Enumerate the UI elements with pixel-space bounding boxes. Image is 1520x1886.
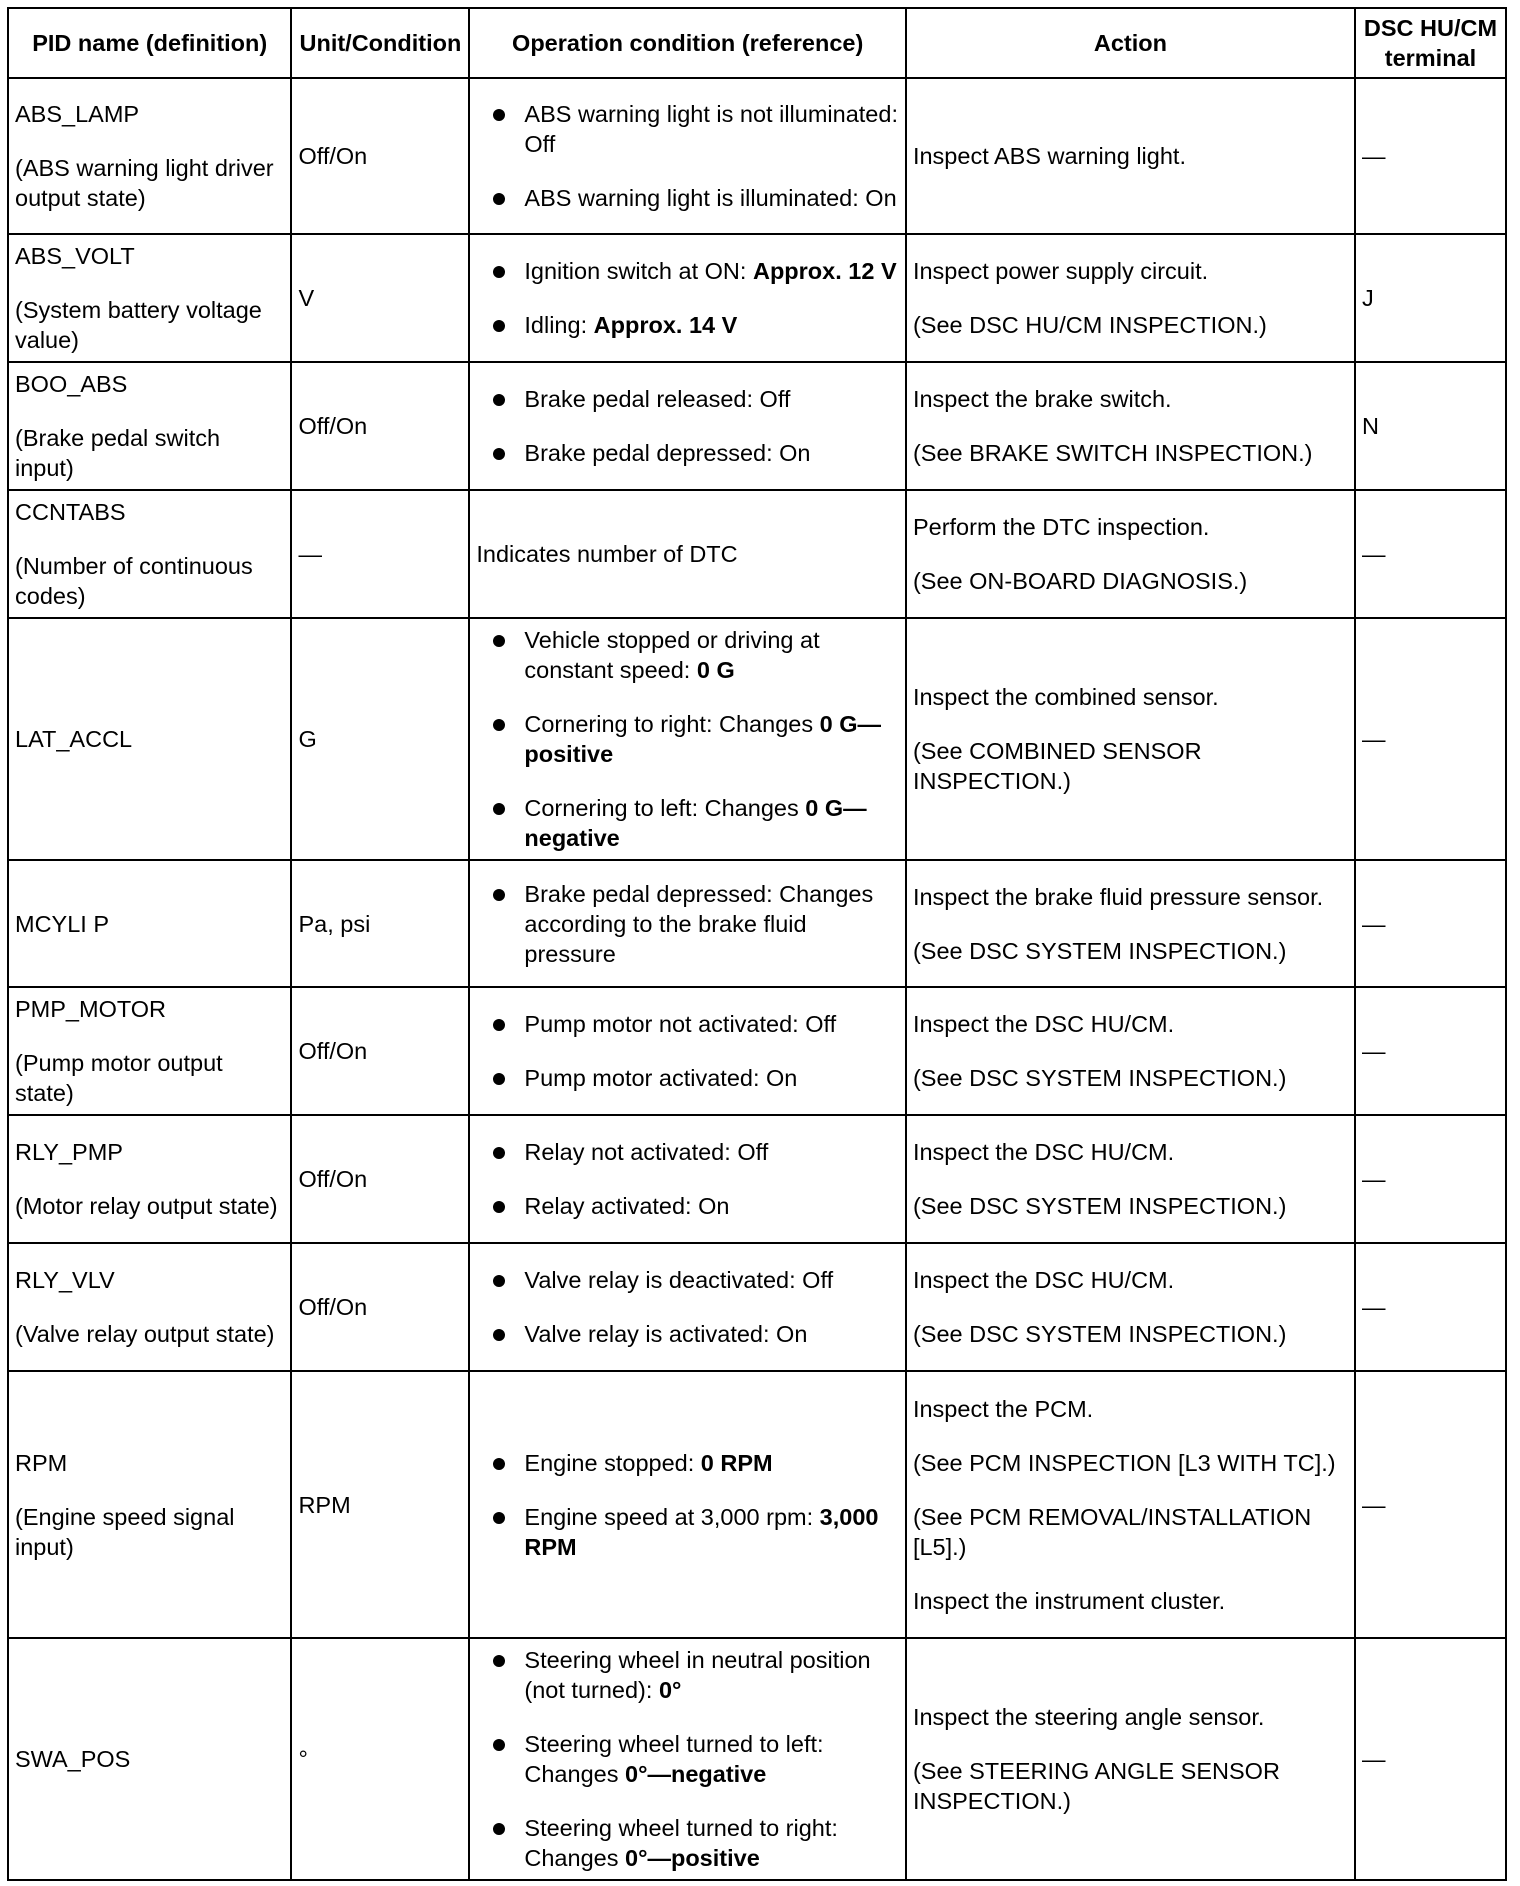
pid-name: CCNTABS [15, 499, 126, 525]
action-line: Inspect the brake switch. [912, 386, 1172, 412]
condition-item [524, 1009, 899, 1039]
action-line: Inspect the DSC HU/CM. [912, 1011, 1175, 1037]
condition-text: Pump motor not activated: Off [524, 1011, 837, 1037]
pid-name: ABS_VOLT [15, 243, 135, 269]
table-header [8, 8, 1506, 78]
condition-text: Pump motor activated: On [524, 1065, 798, 1091]
condition-value: Approx. 12 V [752, 258, 897, 284]
condition-text: Cornering to left: Changes [524, 795, 806, 821]
condition-item [524, 625, 899, 685]
pid-definition: (Brake pedal switch input) [15, 425, 221, 481]
action-line: (See ON-BOARD DIAGNOSIS.) [912, 568, 1248, 594]
pid-name-cell [8, 490, 291, 618]
pid-name-cell [8, 1371, 291, 1638]
pid-name-cell [8, 362, 291, 490]
terminal-cell: — [1355, 987, 1506, 1115]
terminal-cell: — [1355, 1371, 1506, 1638]
pid-name: SWA_POS [15, 1746, 131, 1772]
unit-condition-cell: Pa, psi [291, 860, 469, 987]
terminal-cell: — [1355, 1638, 1506, 1880]
condition-list [476, 625, 899, 853]
header-action: Action [906, 8, 1355, 78]
terminal-cell: — [1355, 618, 1506, 860]
table-row [8, 860, 1506, 987]
condition-list [476, 1137, 899, 1221]
condition-value: 0° [658, 1677, 682, 1703]
action-line: (See BRAKE SWITCH INSPECTION.) [912, 440, 1313, 466]
action-line: (See DSC SYSTEM INSPECTION.) [912, 1321, 1287, 1347]
action-line: (See PCM REMOVAL/INSTALLATION [L5].) [912, 1503, 1312, 1560]
pid-definition: (Pump motor output state) [15, 1050, 223, 1106]
table-row [8, 1638, 1506, 1880]
condition-text: Steering wheel in neutral position (not turned): [524, 1647, 871, 1703]
unit-condition-cell: Off/On [291, 1115, 469, 1243]
action-line: (See DSC SYSTEM INSPECTION.) [912, 1193, 1287, 1219]
pid-name-cell [8, 1638, 291, 1880]
terminal-cell: — [1355, 1115, 1506, 1243]
action-cell [906, 1371, 1355, 1638]
condition-text: Steering wheel turned to right: Changes [524, 1815, 838, 1871]
action-cell [906, 234, 1355, 362]
unit-condition-cell: ° [291, 1638, 469, 1880]
pid-name-cell [8, 1115, 291, 1243]
condition-text: Engine speed at 3,000 rpm: [524, 1503, 820, 1530]
action-cell [906, 1115, 1355, 1243]
pid-definition: (Valve relay output state) [15, 1321, 275, 1347]
condition-item [524, 879, 899, 969]
action-cell [906, 987, 1355, 1115]
condition-text: Steering wheel turned to left: Changes [524, 1731, 824, 1787]
action-cell [906, 1638, 1355, 1880]
pid-definition: (Engine speed signal input) [15, 1503, 235, 1560]
action-line: Inspect ABS warning light. [912, 143, 1186, 169]
action-line: (See PCM INSPECTION [L3 WITH TC].) [912, 1449, 1336, 1476]
condition-list [476, 99, 899, 213]
condition-list [476, 1645, 899, 1873]
pid-definition: (System battery voltage value) [15, 297, 262, 353]
condition-item [524, 793, 899, 853]
condition-text: Valve relay is deactivated: Off [524, 1267, 834, 1293]
condition-text: ABS warning light is not illuminated: Off [524, 101, 898, 157]
condition-value: Approx. 14 V [593, 312, 738, 338]
operation-condition-cell [469, 860, 906, 987]
unit-condition-cell: Off/On [291, 1243, 469, 1371]
operation-condition-cell [469, 987, 906, 1115]
action-line: Inspect the steering angle sensor. [912, 1704, 1265, 1730]
pid-name: PMP_MOTOR [15, 996, 167, 1022]
condition-value: 0 G—positive [524, 711, 881, 767]
action-line: (See DSC HU/CM INSPECTION.) [912, 312, 1267, 338]
condition-text: Relay not activated: Off [524, 1139, 769, 1165]
terminal-cell: — [1355, 78, 1506, 234]
pid-name: BOO_ABS [15, 371, 128, 397]
operation-condition-cell [469, 362, 906, 490]
condition-item [524, 1265, 899, 1295]
header-row [8, 8, 1506, 78]
table-row [8, 490, 1506, 618]
operation-condition-cell [469, 1638, 906, 1880]
action-line: Inspect the brake fluid pressure sensor. [912, 883, 1324, 910]
condition-item [524, 1502, 899, 1562]
condition-item [524, 256, 899, 286]
condition-text: ABS warning light is illuminated: On [524, 185, 897, 211]
pid-name: MCYLI P [15, 910, 110, 937]
unit-condition-cell: G [291, 618, 469, 860]
condition-item [524, 1813, 899, 1873]
table-row [8, 78, 1506, 234]
condition-value: 0°—negative [625, 1761, 767, 1787]
condition-text: Ignition switch at ON: [524, 258, 753, 284]
operation-condition-cell [469, 1243, 906, 1371]
condition-text: Brake pedal depressed: On [524, 440, 811, 466]
condition-item [524, 1729, 899, 1789]
condition-item [524, 1645, 899, 1705]
action-cell [906, 1243, 1355, 1371]
condition-text: Idling: [524, 312, 594, 338]
action-line: (See DSC SYSTEM INSPECTION.) [912, 937, 1287, 964]
header-terminal: DSC HU/CM terminal [1355, 8, 1506, 78]
condition-list [476, 879, 899, 969]
action-line: (See COMBINED SENSOR INSPECTION.) [912, 738, 1202, 794]
condition-text: Brake pedal depressed: Changes according to the brake fluid pressure [524, 880, 874, 967]
table-row [8, 234, 1506, 362]
condition-item [524, 183, 899, 213]
unit-condition-cell: Off/On [291, 987, 469, 1115]
condition-item [524, 1448, 899, 1478]
table-row [8, 362, 1506, 490]
condition-value: 0 RPM [700, 1449, 773, 1476]
condition-item [524, 1137, 899, 1167]
unit-condition-cell: V [291, 234, 469, 362]
condition-value: 0 G [696, 657, 735, 683]
header-pid-name: PID name (definition) [8, 8, 291, 78]
action-cell [906, 618, 1355, 860]
pid-name: ABS_LAMP [15, 101, 140, 127]
action-line: Inspect the combined sensor. [912, 684, 1219, 710]
unit-condition-cell: — [291, 490, 469, 618]
action-line: Inspect the DSC HU/CM. [912, 1139, 1175, 1165]
condition-text: Relay activated: On [524, 1193, 730, 1219]
terminal-cell: — [1355, 860, 1506, 987]
condition-item [524, 310, 899, 340]
pid-definition: (Number of continuous codes) [15, 553, 253, 609]
operation-condition-cell [469, 78, 906, 234]
table-row [8, 1371, 1506, 1638]
unit-condition-cell: RPM [291, 1371, 469, 1638]
pid-name-cell [8, 1243, 291, 1371]
condition-item [524, 1063, 899, 1093]
terminal-cell: N [1355, 362, 1506, 490]
condition-item [524, 438, 899, 468]
condition-value: 0°—positive [625, 1845, 760, 1871]
condition-item [524, 709, 899, 769]
header-unit-condition: Unit/Condition [291, 8, 469, 78]
unit-condition-cell: Off/On [291, 78, 469, 234]
table-row [8, 618, 1506, 860]
action-cell [906, 362, 1355, 490]
condition-list [476, 1009, 899, 1093]
action-line: Inspect the PCM. [912, 1395, 1094, 1422]
pid-name-cell [8, 860, 291, 987]
condition-text: Engine stopped: [524, 1449, 701, 1476]
condition-value: 3,000 RPM [524, 1503, 879, 1560]
operation-condition-cell [469, 1115, 906, 1243]
condition-item [524, 1319, 899, 1349]
terminal-cell: J [1355, 234, 1506, 362]
pid-name-cell [8, 234, 291, 362]
condition-list [476, 1265, 899, 1349]
condition-value: 0 G—negative [524, 795, 867, 851]
terminal-cell: — [1355, 490, 1506, 618]
pid-name-cell [8, 78, 291, 234]
pid-name-cell [8, 987, 291, 1115]
condition-item [524, 384, 899, 414]
terminal-cell: — [1355, 1243, 1506, 1371]
action-line: Inspect the instrument cluster. [912, 1587, 1226, 1614]
operation-condition-cell [469, 1371, 906, 1638]
condition-text: Vehicle stopped or driving at constant speed: [524, 627, 820, 683]
action-line: Inspect power supply circuit. [912, 258, 1209, 284]
pid-name: RLY_VLV [15, 1267, 115, 1293]
condition-text: Valve relay is activated: On [524, 1321, 808, 1347]
pid-table [7, 7, 1507, 1881]
operation-condition-cell [469, 618, 906, 860]
pid-name: RLY_PMP [15, 1139, 123, 1165]
unit-condition-cell: Off/On [291, 362, 469, 490]
table-row [8, 1115, 1506, 1243]
action-line: (See STEERING ANGLE SENSOR INSPECTION.) [912, 1758, 1280, 1814]
operation-condition-cell: Indicates number of DTC [469, 490, 906, 618]
action-line: (See DSC SYSTEM INSPECTION.) [912, 1065, 1287, 1091]
pid-name-cell [8, 618, 291, 860]
condition-list [476, 256, 899, 340]
table-body [8, 78, 1506, 1880]
operation-condition-cell [469, 234, 906, 362]
pid-definition: (Motor relay output state) [15, 1193, 278, 1219]
action-line: Perform the DTC inspection. [912, 514, 1210, 540]
condition-list [476, 1448, 899, 1562]
header-operation-condition: Operation condition (reference) [469, 8, 906, 78]
pid-definition: (ABS warning light driver output state) [15, 155, 274, 211]
action-line: Inspect the DSC HU/CM. [912, 1267, 1175, 1293]
condition-list [476, 384, 899, 468]
condition-text: Cornering to right: Changes [524, 711, 820, 737]
table-row [8, 987, 1506, 1115]
condition-item [524, 1191, 899, 1221]
action-cell [906, 490, 1355, 618]
pid-name: LAT_ACCL [15, 726, 133, 752]
condition-item [524, 99, 899, 159]
action-cell [906, 860, 1355, 987]
action-cell [906, 78, 1355, 234]
condition-text: Brake pedal released: Off [524, 386, 791, 412]
table-row [8, 1243, 1506, 1371]
pid-name: RPM [15, 1449, 68, 1476]
